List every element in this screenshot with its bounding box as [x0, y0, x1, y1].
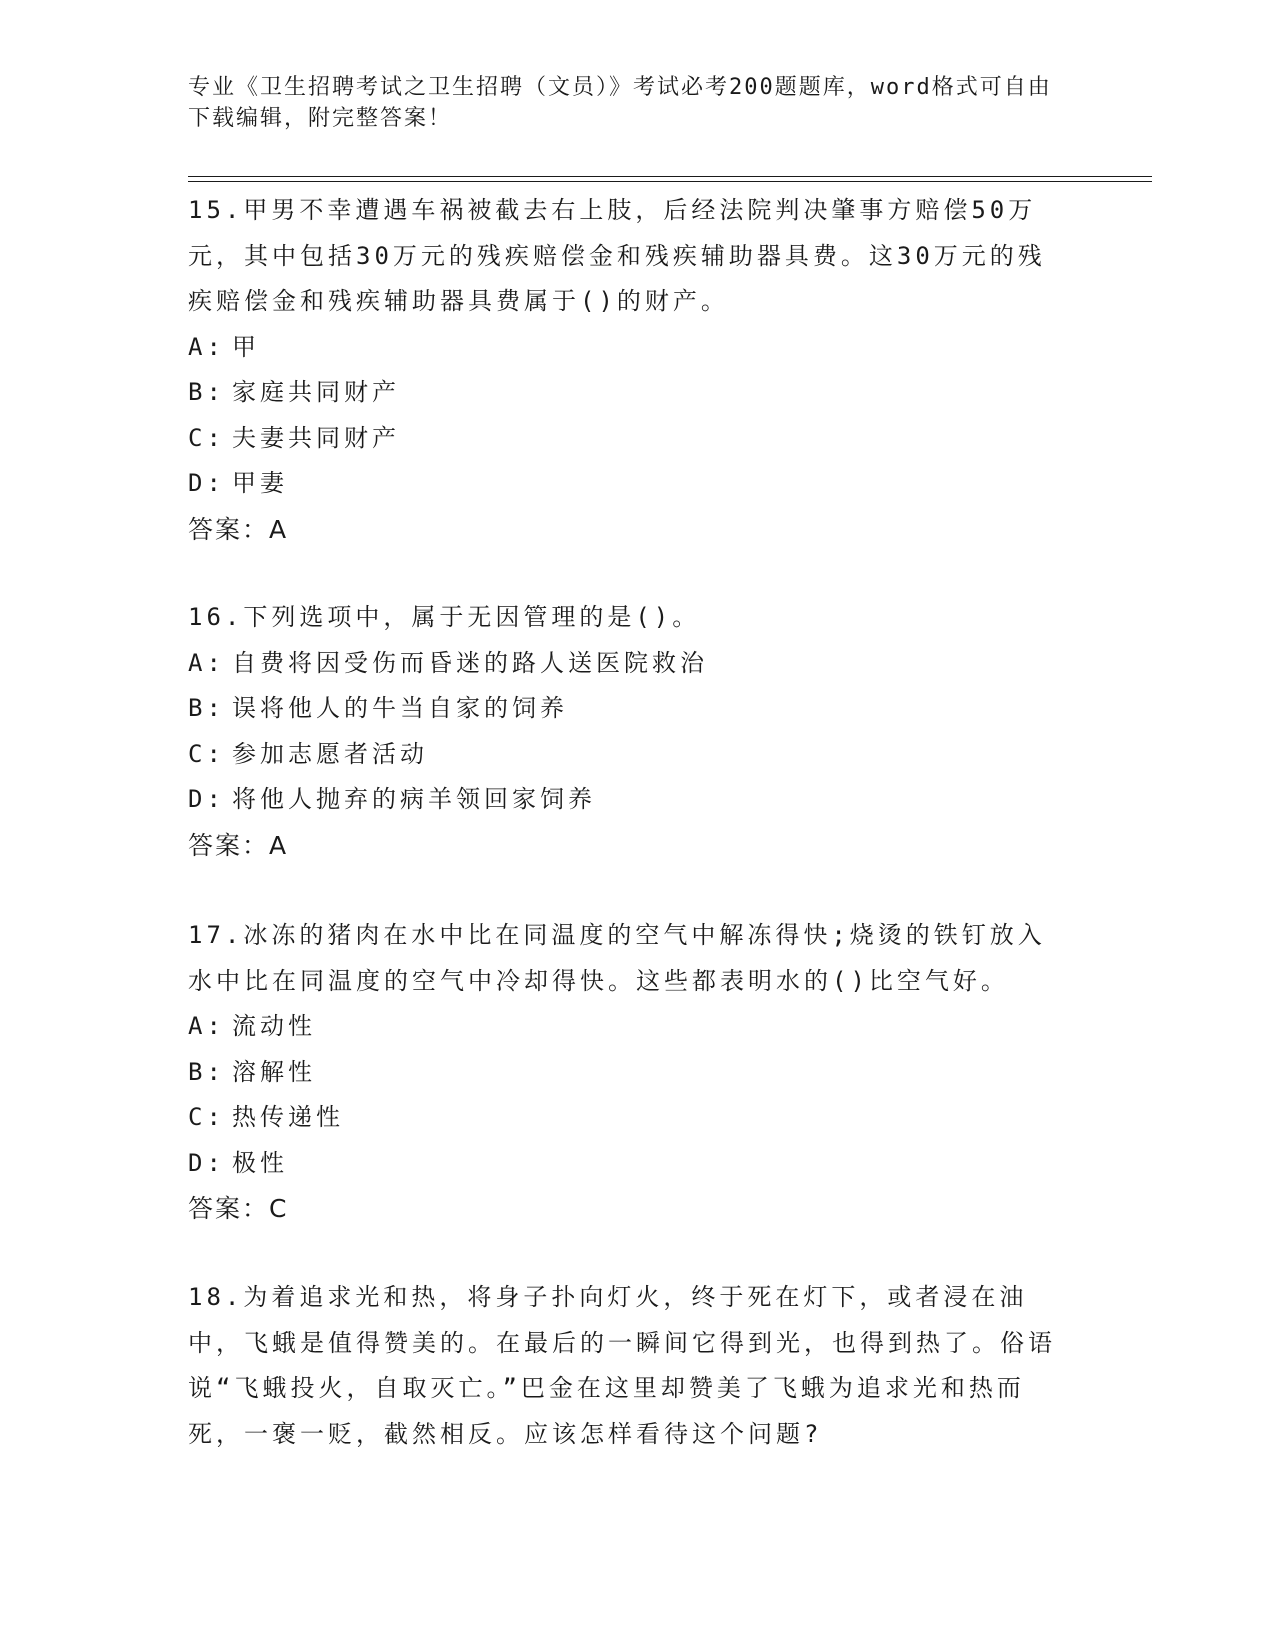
question-stem: 15.甲男不幸遭遇车祸被截去右上肢，后经法院判决肇事方赔偿50万元，其中包括30万元的残疾赔偿金和残疾辅助器具费。这30万元的残疾赔偿金和残疾辅助器具费属于()的财产。 — [188, 196, 1046, 315]
option-d — [188, 461, 1068, 507]
option-text: 将他人抛弃的病羊领回家饲养 — [232, 785, 596, 813]
option-key: A: — [188, 332, 225, 361]
answer-line — [188, 507, 1068, 553]
question-stem: 16.下列选项中，属于无因管理的是()。 — [188, 603, 701, 631]
question-15 — [188, 188, 1068, 553]
header-rule-bottom — [188, 181, 1152, 182]
option-text: 自费将因受伤而昏迷的路人送医院救治 — [232, 648, 708, 677]
option-c — [188, 416, 1068, 462]
header-rule-top — [188, 176, 1152, 177]
option-text: 极性 — [232, 1148, 288, 1177]
option-text: 误将他人的牛当自家的饲养 — [232, 694, 568, 722]
option-key: C: — [188, 739, 225, 768]
option-text: 热传递性 — [232, 1103, 344, 1131]
question-stem: 17.冰冻的猪肉在水中比在同温度的空气中解冻得快;烧烫的铁钉放入水中比在同温度的空气中冷却得快。这些都表明水的()比空气好。 — [188, 921, 1046, 995]
answer-line — [188, 823, 1068, 869]
option-text: 参加志愿者活动 — [232, 739, 428, 768]
header-text: 专业《卫生招聘考试之卫生招聘（文员）》考试必考200题题库，word格式可自由下载编辑，附完整答案！ — [188, 75, 1052, 131]
option-d — [188, 777, 1068, 823]
option-b — [188, 370, 1068, 416]
option-key: A: — [188, 1012, 225, 1040]
option-c — [188, 732, 1068, 778]
question-18 — [188, 1275, 1068, 1457]
option-key: D: — [188, 1148, 225, 1177]
option-text: 家庭共同财产 — [232, 378, 400, 406]
option-text: 甲 — [232, 332, 260, 361]
question-stem: 18.为着追求光和热，将身子扑向灯火，终于死在灯下，或者浸在油中，飞蛾是值得赞美的。在最后的一瞬间它得到光，也得到热了。俗语说“飞蛾投火，自取灭亡。”巴金在这里却赞美了飞蛾为追求光和热而死，一褒一贬，截然相反。应该怎样看待这个问题? — [188, 1283, 1056, 1448]
answer-value: C — [269, 1194, 289, 1223]
option-a — [188, 1004, 1068, 1050]
option-key: C: — [188, 1103, 225, 1131]
option-key: B: — [188, 694, 225, 722]
question-17 — [188, 913, 1068, 1232]
option-a — [188, 641, 1068, 687]
answer-value: A — [269, 514, 289, 544]
option-text: 甲妻 — [232, 469, 288, 497]
option-b — [188, 1050, 1068, 1096]
answer-line — [188, 1186, 1068, 1232]
option-key: B: — [188, 378, 225, 406]
option-d — [188, 1141, 1068, 1187]
option-key: A: — [188, 648, 225, 677]
option-c — [188, 1095, 1068, 1141]
option-key: D: — [188, 785, 225, 813]
question-16 — [188, 595, 1068, 869]
option-key: B: — [188, 1057, 225, 1086]
option-text: 溶解性 — [232, 1057, 316, 1086]
document-header — [188, 72, 1068, 134]
option-a — [188, 325, 1068, 371]
answer-label: 答案： — [188, 1194, 270, 1223]
answer-label: 答案： — [188, 514, 270, 544]
option-key: C: — [188, 423, 225, 452]
option-b — [188, 686, 1068, 732]
option-text: 流动性 — [232, 1012, 316, 1040]
answer-value: A — [269, 830, 289, 860]
option-text: 夫妻共同财产 — [232, 423, 400, 452]
answer-label: 答案： — [188, 830, 270, 860]
option-key: D: — [188, 469, 225, 497]
